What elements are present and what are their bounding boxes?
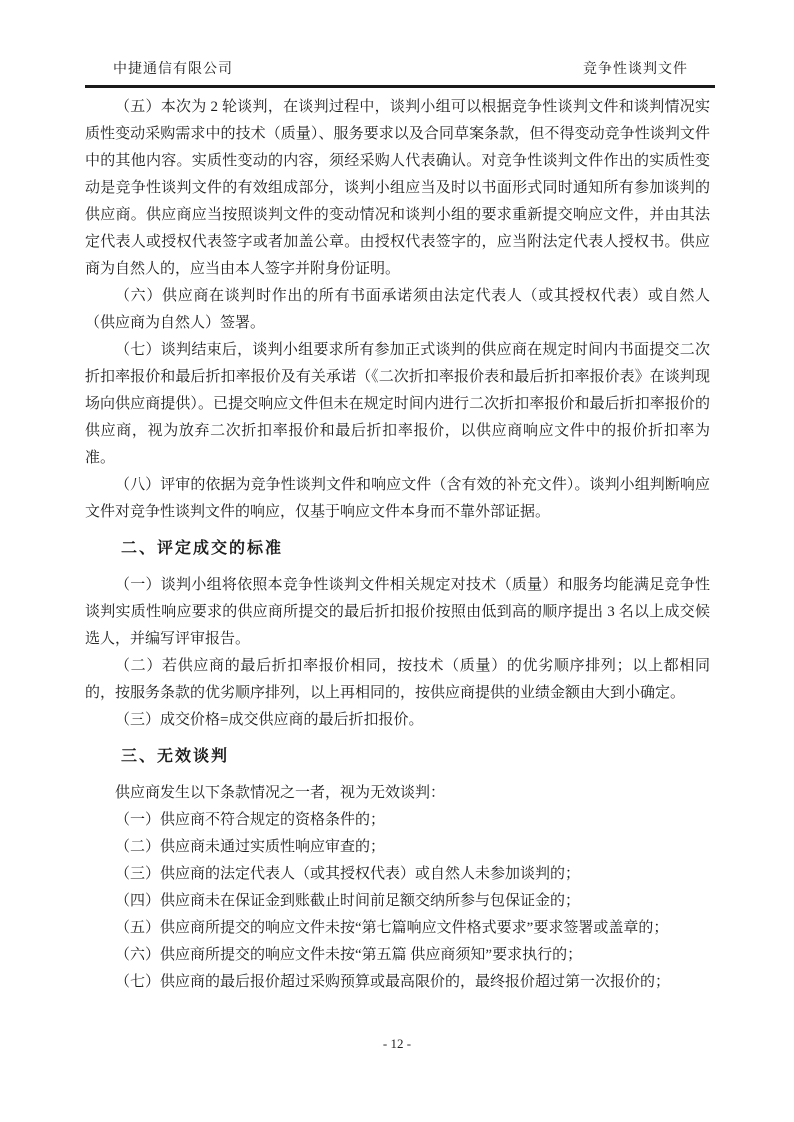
invalid-negotiation-item-5: （五）供应商所提交的响应文件未按“第七篇响应文件格式要求”要求签署或盖章的；: [115, 920, 669, 936]
paragraph-item-6: （六）供应商在谈判时作出的所有书面承诺须由法定代表人（或其授权代表）或自然人（供应商为自然人）签署。: [85, 288, 710, 331]
award-criteria-paragraph-3: （三）成交价格=成交供应商的最后折扣报价。: [115, 712, 424, 728]
invalid-negotiation-item-3: （三）供应商的法定代表人（或其授权代表）或自然人未参加谈判的；: [115, 866, 581, 882]
header-double-rule: [85, 85, 715, 88]
award-criteria-paragraph-2: （二）若供应商的最后折扣率报价相同，按技术（质量）的优劣顺序排列；以上都相同的，按服务条款的优劣顺序排列，以上再相同的，按供应商提供的业绩金额由大到小确定。: [85, 658, 710, 701]
page-footer: [0, 1035, 794, 1053]
paragraph-item-8: （八）评审的依据为竞争性谈判文件和响应文件（含有效的补充文件）。谈判小组判断响应文件对竞争性谈判文件的响应，仅基于响应文件本身而不靠外部证据。: [85, 477, 710, 520]
invalid-negotiation-item-1: （一）供应商不符合规定的资格条件的；: [115, 812, 386, 828]
page-number: - 12 -: [382, 1036, 412, 1051]
document-body: [85, 94, 710, 996]
page-header: [85, 60, 715, 88]
invalid-negotiation-item-2: （二）供应商未通过实质性响应审查的；: [115, 839, 386, 855]
section-heading-invalid-negotiation: 三、无效谈判: [121, 748, 230, 765]
header-company-name: 中捷通信有限公司: [113, 62, 233, 77]
section-heading-award-criteria: 二、评定成交的标准: [121, 540, 284, 557]
paragraph-item-5: （五）本次为 2 轮谈判，在谈判过程中，谈判小组可以根据竞争性谈判文件和谈判情况实质性变动采购需求中的技术（质量）、服务要求以及合同草案条款，但不得变动竞争性谈判文件中的其他内容。实质性变动的内容，须经采购人代表确认。对竞争性谈判文件作出的实质性变动是竞争性谈判文件的有效组成部分，谈判小组应当及时以书面形式同时通知所有参加谈判的供应商。供应商应当按照谈判文件的变动情况和谈判小组的要求重新提交响应文件，并由其法定代表人或授权代表签字或者加盖公章。由授权代表签字的，应当附法定代表人授权书。供应商为自然人的，应当由本人签字并附身份证明。: [85, 99, 710, 277]
award-criteria-paragraph-1: （一）谈判小组将依照本竞争性谈判文件相关规定对技术（质量）和服务均能满足竞争性谈判实质性响应要求的供应商所提交的最后折扣报价按照由低到高的顺序提出 3 名以上成交候选人，并编写评审报告。: [85, 577, 710, 647]
invalid-negotiation-item-6: （六）供应商所提交的响应文件未按“第五篇 供应商须知”要求执行的；: [115, 947, 583, 963]
paragraph-item-7: （七）谈判结束后，谈判小组要求所有参加正式谈判的供应商在规定时间内书面提交二次折扣率报价和最后折扣率报价及有关承诺（《二次折扣率报价表和最后折扣率报价表》在谈判现场向供应商提供）。已提交响应文件但未在规定时间内进行二次折扣率报价和最后折扣率报价的供应商，视为放弃二次折扣率报价和最后折扣率报价，以供应商响应文件中的报价折扣率为准。: [85, 342, 710, 466]
invalid-negotiation-item-4: （四）供应商未在保证金到账截止时间前足额交纳所参与包保证金的；: [115, 893, 581, 909]
invalid-negotiation-item-7: （七）供应商的最后报价超过采购预算或最高限价的，最终报价超过第一次报价的；: [115, 974, 671, 990]
header-row: [85, 60, 715, 80]
header-doc-title: 竞争性谈判文件: [583, 62, 688, 77]
invalid-negotiation-intro: 供应商发生以下条款情况之一者，视为无效谈判：: [115, 785, 446, 801]
